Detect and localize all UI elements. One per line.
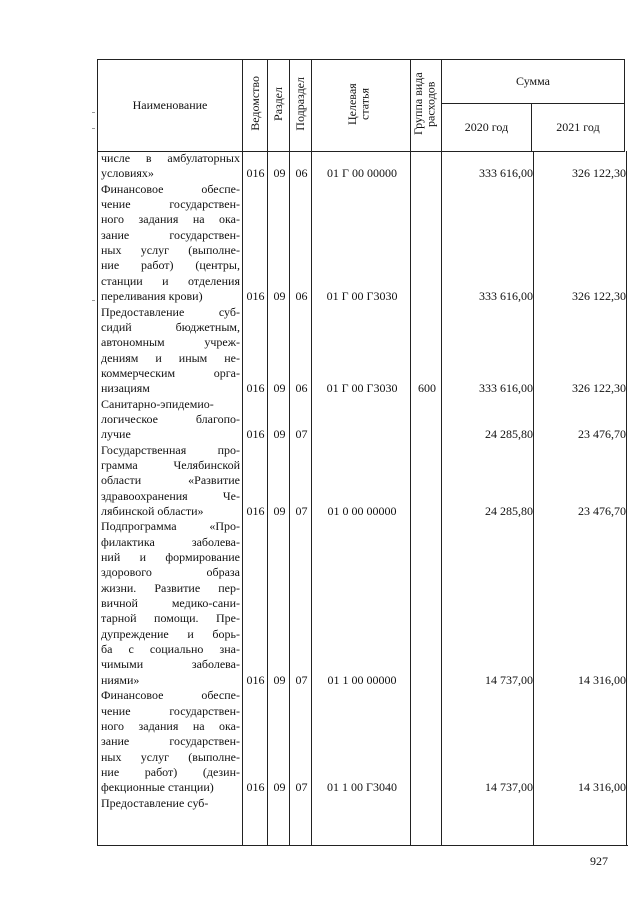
row-name-line: ба с социально зна- <box>101 642 240 657</box>
table-header <box>97 59 625 152</box>
cell-razdel: 09 <box>273 289 286 304</box>
cell-s2021: 326 122,30 <box>572 381 626 396</box>
row-name-line: лучие <box>101 427 131 442</box>
scan-mark <box>92 112 95 113</box>
row-name-line: чение государствен- <box>101 703 240 718</box>
table-body <box>97 151 628 846</box>
row-name-line: области «Развитие <box>101 473 240 488</box>
budget-table <box>97 59 627 845</box>
row-name-line: станции и отделения <box>101 273 240 288</box>
row-name-line: грамма Челябинской <box>101 457 240 472</box>
row-name-line: фекционные станции) <box>101 780 214 795</box>
row-name <box>101 796 240 811</box>
cell-podrazdel: 07 <box>295 672 308 687</box>
row-name-line: Предоставление суб- <box>101 304 240 319</box>
row-name-line: ние работ) (дезин- <box>101 764 240 779</box>
header-name: Наименование <box>98 60 243 152</box>
row-name-line: ных услуг (выполне- <box>101 243 240 258</box>
cell-s2020: 24 285,80 <box>485 427 533 442</box>
cell-celevaya: 01 Г 00 Г3030 <box>326 289 398 304</box>
cell-s2021: 14 316,00 <box>578 672 626 687</box>
header-gruppa: Группа вида расходов <box>411 60 442 152</box>
scan-mark <box>92 128 95 129</box>
cell-ved: 016 <box>246 780 265 795</box>
row-name-line: дупреждение и борь- <box>101 626 240 641</box>
row-name-line: зание государствен- <box>101 227 240 242</box>
cell-celevaya: 01 Г 00 00000 <box>327 166 397 181</box>
cell-s2021: 326 122,30 <box>572 166 626 181</box>
cell-ved: 016 <box>246 289 265 304</box>
row-name-line: условиях» <box>101 166 154 181</box>
cell-podrazdel: 06 <box>295 166 308 181</box>
cell-celevaya: 01 Г 00 Г3030 <box>326 381 398 396</box>
cell-razdel: 09 <box>273 427 286 442</box>
row-name-line: сидий бюджетным, <box>101 319 240 334</box>
row-name-line: ного задания на ока- <box>101 212 240 227</box>
cell-razdel: 09 <box>273 381 286 396</box>
row-name-line: ние работ) (центры, <box>101 258 240 273</box>
row-name-line: числе в амбулаторных <box>101 151 240 165</box>
cell-ved: 016 <box>246 381 265 396</box>
row-name-line: жизни. Развитие пер- <box>101 580 240 595</box>
row-name-line: чение государствен- <box>101 197 240 212</box>
row-name-line: дениям и иным не- <box>101 350 240 365</box>
row-name <box>101 688 240 795</box>
row-name-line: зание государствен- <box>101 734 240 749</box>
cell-celevaya: 01 0 00 00000 <box>327 504 397 519</box>
row-name-line: Санитарно-эпидемио- <box>101 396 214 411</box>
cell-razdel: 09 <box>273 672 286 687</box>
cell-podrazdel: 07 <box>295 780 308 795</box>
row-name-line: Подпрограмма «Про- <box>101 519 240 534</box>
header-ved: Ведомство <box>243 60 268 152</box>
row-name-line: филактика заболева- <box>101 534 240 549</box>
cell-podrazdel: 07 <box>295 504 308 519</box>
row-name <box>101 151 240 182</box>
cell-s2020: 333 616,00 <box>479 289 533 304</box>
row-name-line: Государственная про- <box>101 442 240 457</box>
cell-podrazdel: 06 <box>295 381 308 396</box>
row-name-line: Финансовое обеспе- <box>101 181 240 196</box>
header-2021: 2021 год <box>532 104 625 152</box>
header-razdel: Раздел <box>268 60 290 152</box>
cell-s2021: 326 122,30 <box>572 289 626 304</box>
header-2020: 2020 год <box>442 104 532 152</box>
cell-celevaya: 01 1 00 00000 <box>327 672 397 687</box>
cell-s2020: 14 737,00 <box>485 780 533 795</box>
row-name-line: чимыми заболева- <box>101 657 240 672</box>
cell-s2021: 23 476,70 <box>578 427 626 442</box>
header-podrazdel: Подраздел <box>290 60 312 152</box>
cell-s2020: 14 737,00 <box>485 672 533 687</box>
cell-s2021: 23 476,70 <box>578 504 626 519</box>
cell-s2020: 333 616,00 <box>479 381 533 396</box>
row-name-line: низациям <box>101 381 150 396</box>
cell-ved: 016 <box>246 166 265 181</box>
row-name-line: Финансовое обеспе- <box>101 688 240 703</box>
row-name-line: вичной медико-сани- <box>101 596 240 611</box>
cell-s2020: 333 616,00 <box>479 166 533 181</box>
row-name-line: Предоставление суб- <box>101 795 209 810</box>
row-name-line: ниями» <box>101 672 140 687</box>
cell-s2021: 14 316,00 <box>578 780 626 795</box>
row-name-line: переливания крови) <box>101 289 203 304</box>
row-name <box>101 397 240 443</box>
row-name-line: ных услуг (выполне- <box>101 749 240 764</box>
row-name-line: коммерческим орга- <box>101 365 240 380</box>
cell-razdel: 09 <box>273 780 286 795</box>
row-name-line: здравоохранения Че- <box>101 488 240 503</box>
cell-s2020: 24 285,80 <box>485 504 533 519</box>
cell-ved: 016 <box>246 672 265 687</box>
row-name-line: автономным учреж- <box>101 335 240 350</box>
row-name <box>101 519 240 688</box>
cell-razdel: 09 <box>273 504 286 519</box>
cell-ved: 016 <box>246 504 265 519</box>
row-name <box>101 305 240 397</box>
row-name-line: тарной помощи. Пре- <box>101 611 240 626</box>
cell-gruppa: 600 <box>418 381 436 396</box>
header-celevaya: Целевая статья <box>312 60 411 152</box>
header-summa: Сумма <box>442 60 625 104</box>
cell-podrazdel: 06 <box>295 289 308 304</box>
row-name-line: ний и формирование <box>101 550 240 565</box>
cell-podrazdel: 07 <box>295 427 308 442</box>
row-name <box>101 182 240 305</box>
cell-ved: 016 <box>246 427 265 442</box>
row-name <box>101 443 240 520</box>
row-name-line: ного задания на ока- <box>101 718 240 733</box>
row-name-line: здорового образа <box>101 565 240 580</box>
cell-razdel: 09 <box>273 166 286 181</box>
row-name-line: логическое благопо- <box>101 411 240 426</box>
row-name-line: лябинской области» <box>101 504 204 519</box>
page-number: 927 <box>590 854 608 868</box>
cell-celevaya: 01 1 00 Г3040 <box>327 780 397 795</box>
scan-mark <box>92 300 95 301</box>
